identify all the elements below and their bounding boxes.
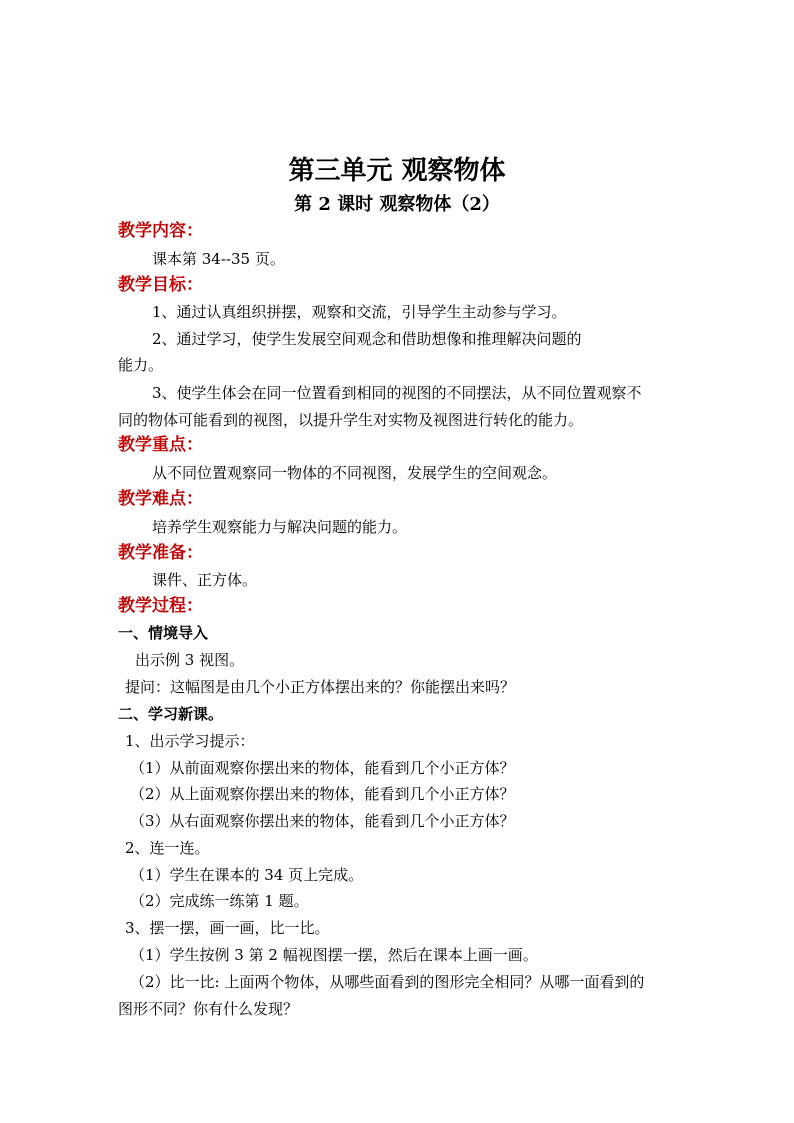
list-item: 1、出示学习提示： [125, 732, 255, 750]
list-item: 3、摆一摆，画一画，比一比。 [125, 919, 330, 937]
list-item: 2、连一连。 [125, 839, 210, 857]
paragraph-text: 能力。 [118, 356, 164, 374]
heading-teaching-process: 教学过程： [118, 596, 203, 616]
heading-teaching-preparation: 教学准备： [118, 543, 203, 563]
document-title: 第三单元 观察物体 [288, 156, 506, 186]
list-item: 图形不同？你有什么发现？ [118, 1000, 299, 1018]
paragraph-text: 3、使学生体会在同一位置看到相同的视图的不同摆法，从不同位置观察不 [152, 384, 642, 402]
paragraph-text: 从不同位置观察同一物体的不同视图，发展学生的空间观念。 [152, 464, 558, 482]
list-item: （2）从上面观察你摆出来的物体，能看到几个小正方体？ [130, 785, 515, 803]
paragraph-text: 课本第 34--35 页。 [152, 250, 285, 268]
heading-teaching-key-points: 教学重点： [118, 435, 203, 455]
list-item: （1）从前面观察你摆出来的物体，能看到几个小正方体？ [130, 759, 515, 777]
list-item: （1）学生按例 3 第 2 幅视图摆一摆，然后在课本上画一画。 [130, 946, 538, 964]
paragraph-text: 出示例 3 视图。 [135, 651, 245, 669]
paragraph-text: 课件、正方体。 [152, 571, 258, 589]
paragraph-text: 提问：这幅图是由几个小正方体摆出来的？你能摆出来吗？ [125, 678, 516, 696]
paragraph-text: 2、通过学习，使学生发展空间观念和借助想像和推理解决问题的 [152, 330, 582, 348]
list-item: （2）完成练一练第 1 题。 [130, 892, 309, 910]
paragraph-text: 培养学生观察能力与解决问题的能力。 [152, 518, 408, 536]
heading-teaching-objectives: 教学目标： [118, 275, 203, 295]
section-heading: 二、学习新课。 [118, 705, 224, 723]
list-item: （1）学生在课本的 34 页上完成。 [130, 866, 364, 884]
heading-teaching-difficulties: 教学难点： [118, 489, 203, 509]
paragraph-text: 1、通过认真组织拼摆，观察和交流，引导学生主动参与学习。 [152, 303, 567, 321]
list-item: （3）从右面观察你摆出来的物体，能看到几个小正方体？ [130, 812, 515, 830]
lesson-subtitle: 第 2 课时 观察物体（2） [294, 194, 500, 215]
heading-teaching-content: 教学内容： [118, 221, 203, 241]
paragraph-text: 同的物体可能看到的视图，以提升学生对实物及视图进行转化的能力。 [118, 411, 584, 429]
section-heading: 一、情境导入 [118, 624, 209, 642]
list-item: （2）比一比: 上面两个物体，从哪些面看到的图形完全相同？从哪一面看到的 [130, 973, 645, 991]
